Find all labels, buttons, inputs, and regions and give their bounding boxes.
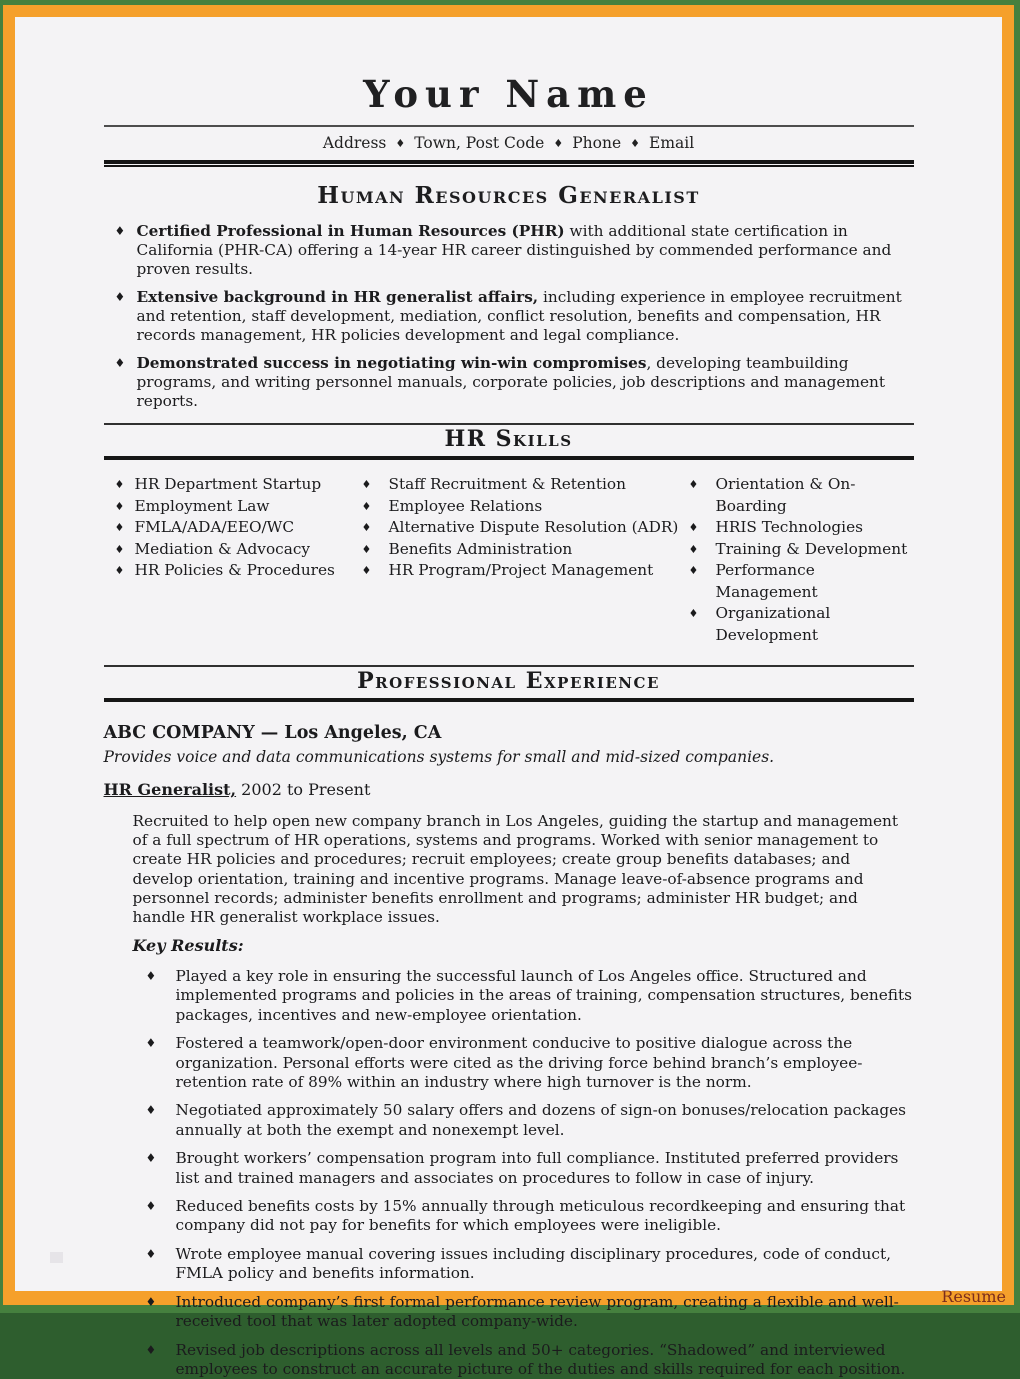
company-name: ABC COMPANY — Los Angeles, CA [103,723,442,743]
key-result-text: Fostered a teamwork/open-door environment conducive to positive dialogue across the organization. Personal efforts were cited as the driving force behind branch’s employee-retention rate of 89% within an industry where high turnover is the norm. [175,1034,863,1091]
skill-label: Benefits Administration [388,539,573,558]
skill-label: HR Program/Project Management [388,561,654,579]
key-result-text: Wrote employee manual covering issues including disciplinary procedures, code of conduct, FMLA policy and benefits information. [175,1245,891,1283]
key-results-label: Key Results: [132,936,244,956]
skill-item [104,474,362,496]
faint-page-artifact [50,1252,63,1263]
summary-bullet [104,222,914,279]
diamond-separator-icon: ♦ [553,137,564,150]
skill-item [362,496,689,518]
skill-item [104,496,362,518]
skill-item [689,560,914,603]
skill-item [362,517,689,539]
skills-column-2 [362,474,689,646]
diamond-bullet-icon: ♦ [145,1295,157,1310]
key-result-text: Brought workers’ compensation program into full compliance. Instituted preferred providers list and trained managers and associates on procedures to follow in case of injury. [175,1149,899,1187]
skill-label: Organizational Development [715,604,831,644]
skill-item [362,539,689,561]
summary-bullet-text [137,222,914,279]
skills-grid [104,474,914,646]
diamond-bullet-icon: ♦ [145,1342,157,1357]
key-result-item [104,1245,914,1283]
experience-section-header [104,665,914,702]
key-result-text: Played a key role in ensuring the successful launch of Los Angeles office. Structured and implemented programs and policies in the areas of training, compensation structures, benefits packages, incentives and new-employee orientation. [175,967,912,1024]
key-result-text: Revised job descriptions across all levels and 50+ categories. “Shadowed” and interviewed employees to construct an accurate picture of the duties and skills required for each position. [175,1340,906,1379]
diamond-bullet-icon: ♦ [114,499,125,513]
experience-section-title: Professional Experience [357,668,660,694]
diamond-bullet-icon: ♦ [361,521,372,534]
resume-content [104,17,914,1379]
diamond-bullet-icon: ♦ [145,1151,157,1166]
job-summary-paragraph: Recruited to help open new company branch in Los Angeles, guiding the startup and management of a full spectrum of HR operations, systems and programs. Worked with senior management to create HR policies and procedures; recruit employees; create group benefits databases; and develop orientation, training and incentive programs. Manage leave-of-absence programs and personnel records; administer benefits enrollment and programs; administer HR budget; and handle HR generalist workplace issues. [132,812,899,927]
resume-watermark-label: Resume [941,1287,1006,1306]
skill-label: HR Department Startup [134,475,322,493]
skill-item [104,539,362,561]
summary-bullet-rest: , developing teambuilding programs, and writing personnel manuals, corporate policies, job descriptions and management reports. [136,354,885,410]
diamond-bullet-icon: ♦ [361,499,372,513]
skill-label: Alternative Dispute Resolution (ADR) [388,518,679,536]
summary-bullet [104,288,914,345]
diamond-bullet-icon: ♦ [688,542,699,556]
key-result-item [104,1149,914,1187]
header-divider [104,125,914,127]
summary-bullet-rest: including experience in employee recruitment and retention, staff development, mediation, conflict resolution, benefits and compensation, HR records management, HR policies development and legal compliance. [136,288,902,344]
skill-label: HR Policies & Procedures [134,561,335,579]
summary-bullet-text [137,288,914,345]
diamond-bullet-icon: ♦ [361,542,372,556]
key-result-item [104,1197,914,1235]
headline-title: Human Resources Generalist [317,182,700,209]
skill-label: Performance Management [715,561,818,601]
key-result-item [104,1341,914,1379]
skill-item [689,517,914,539]
diamond-bullet-icon: ♦ [145,1036,157,1051]
diamond-bullet-icon: ♦ [688,564,699,577]
diamond-bullet-icon: ♦ [145,1199,157,1214]
skill-label: Employee Relations [388,496,543,515]
skills-column-1 [104,474,362,646]
skills-column-3 [689,474,914,646]
contact-line [104,133,914,155]
diamond-bullet-icon: ♦ [361,564,372,577]
skill-label: Training & Development [715,539,908,558]
skill-label: HRIS Technologies [715,518,863,536]
summary-bullet-lead: Extensive background in HR generalist affairs, [136,288,539,306]
inner-orange-border [3,5,1014,1379]
diamond-bullet-icon: ♦ [114,478,125,491]
diamond-bullet-icon: ♦ [688,521,699,534]
key-result-item [104,1034,914,1092]
skill-item [362,474,689,496]
skill-item [689,539,914,561]
skill-label: Staff Recruitment & Retention [388,475,626,493]
key-result-text: Introduced company’s first formal performance review program, creating a flexible and well-received tool that was later adopted company-wide. [175,1293,899,1331]
key-result-text: Negotiated approximately 50 salary offers and dozens of sign-on bonuses/relocation packages annually at both the exempt and nonexempt level. [175,1101,907,1139]
summary-bullet-rest: with additional state certification in California (PHR-CA) offering a 14-year HR career distinguished by commended performance and proven results. [136,222,892,278]
key-result-item [104,1101,914,1139]
skills-section-title: HR Skills [444,426,573,452]
skill-item [104,560,362,582]
diamond-bullet-icon: ♦ [114,521,125,534]
job-title: HR Generalist, [103,780,237,799]
summary-bullet-lead: Certified Professional in Human Resources (PHR) [136,222,565,240]
job-title-line [104,780,914,800]
summary-bullet [104,354,914,411]
skill-item [689,474,914,517]
diamond-bullet-icon: ♦ [114,290,126,304]
key-result-item [104,967,914,1025]
summary-section [104,222,914,411]
contact-email: Email [649,134,695,152]
contact-town-postcode: Town, Post Code [414,134,545,152]
job-dates: 2002 to Present [236,780,371,799]
key-results-list [104,967,914,1379]
contact-phone: Phone [572,134,622,152]
diamond-bullet-icon: ♦ [145,1247,157,1262]
key-result-item [104,1293,914,1331]
skill-item [689,603,914,646]
diamond-bullet-icon: ♦ [145,969,157,984]
contact-address: Address [322,134,387,152]
skill-label: FMLA/ADA/EEO/WC [134,518,295,536]
skill-item [362,560,689,582]
summary-bullet-text [137,354,914,411]
summary-bullet-lead: Demonstrated success in negotiating win-win compromises [136,354,647,372]
person-name: Your Name [363,72,654,116]
company-description: Provides voice and data communications systems for small and mid-sized companies. [103,748,775,766]
skill-label: Employment Law [134,496,270,515]
skills-section-header [104,423,914,460]
header-thick-divider [104,160,914,167]
diamond-bullet-icon: ♦ [688,607,699,620]
skill-label: Mediation & Advocacy [134,539,311,558]
diamond-bullet-icon: ♦ [114,224,126,238]
diamond-separator-icon: ♦ [395,137,406,150]
diamond-bullet-icon: ♦ [114,542,125,556]
diamond-separator-icon: ♦ [630,137,640,150]
diamond-bullet-icon: ♦ [361,478,372,491]
key-result-text: Reduced benefits costs by 15% annually through meticulous recordkeeping and ensuring that company did not pay for benefits for which employees were ineligible. [175,1197,906,1235]
skill-label: Orientation & On-Boarding [715,475,856,515]
diamond-bullet-icon: ♦ [114,356,126,370]
diamond-bullet-icon: ♦ [145,1103,157,1118]
diamond-bullet-icon: ♦ [114,564,125,577]
diamond-bullet-icon: ♦ [688,478,699,491]
skill-item [104,517,362,539]
